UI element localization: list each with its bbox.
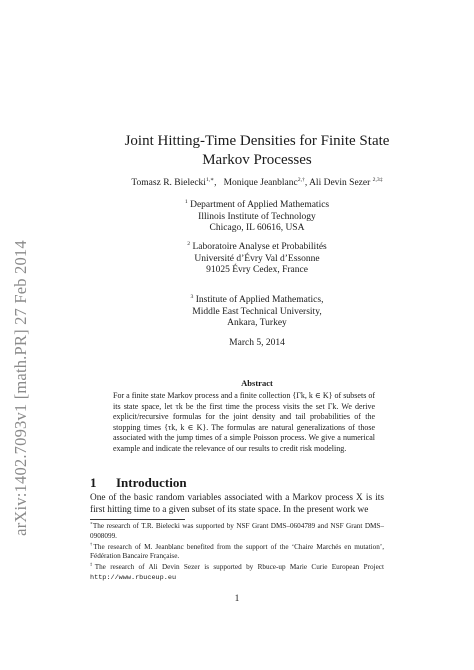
affiliation-line: Laboratoire Analyse et Probabilités [192, 242, 327, 252]
affiliation-3 [60, 295, 454, 330]
affiliation-line: 91025 Évry Cedex, France [206, 265, 308, 275]
footnote-mark: ∗ [90, 520, 93, 526]
abstract-heading: Abstract [241, 378, 273, 388]
footnotes [90, 522, 384, 585]
section-heading [90, 475, 187, 491]
footnote-mark: † [90, 541, 94, 547]
footnote-rule [90, 519, 185, 520]
affiliation-line: Université d’Évry Val d’Essonne [194, 253, 320, 264]
author-name: Tomasz R. Bielecki [131, 178, 206, 188]
affiliation-1 [60, 200, 454, 235]
affiliation-mark: 2 [187, 240, 191, 247]
title-line-1: Joint Hitting-Time Densities for Finite State [124, 133, 390, 149]
affiliation-line: Institute of Applied Mathematics, [195, 295, 324, 305]
paper-date: March 5, 2014 [229, 338, 285, 348]
affiliation-line: Department of Applied Mathematics [190, 200, 330, 210]
section-number: 1 [90, 475, 97, 490]
author-marks: 1,∗ [205, 176, 215, 183]
affiliation-line: Ankara, Turkey [227, 318, 287, 328]
affiliation-line: Chicago, IL 60616, USA [209, 223, 305, 233]
affiliation-mark: 3 [190, 293, 194, 300]
affiliation-line: Illinois Institute of Technology [198, 211, 316, 222]
page-number: 1 [234, 594, 240, 604]
author-marks: 2,3‡ [372, 176, 383, 183]
section-title: Introduction [116, 475, 187, 490]
abstract-text: For a finite state Markov process and a finite collection {Γk, k ∈ K} of subsets of its state space, let τk be the first time the process visits the set Γk. We derive explicit/recursive formulas for the joint density and tail probabilities of the stopping times {τk, k ∈ K}. The formulas are natural generalizations of those associated with the jump times of a simple Poisson process. We give a numerical example and indicate the relevance of our results to credit risk modeling. [113, 391, 375, 453]
footnote-text: The research of Ali Devin Sezer is supported by Rbuce-up Marie Curie European Project [94, 563, 384, 572]
footnote [90, 563, 384, 583]
affiliation-2 [60, 242, 454, 277]
intro-paragraph: One of the basic random variables associated with a Markov process X is its first hitting time to a given subset of its state space. In the present work we [90, 493, 384, 515]
author-list: Tomasz R. Bielecki$^{1,∗}$, Monique Jeanblanc$^{2,\dagger}$, Ali Devin Sezer $^{2,3\ddagger}$ [131, 176, 383, 188]
arxiv-stamp-text: arXiv:1402.7093v1 [math.PR] 27 Feb 2014 [11, 240, 30, 536]
author-name: Monique Jeanblanc [223, 178, 298, 188]
author-marks: 2,† [297, 176, 305, 183]
affiliation-line: Middle East Technical University, [192, 306, 322, 317]
footnote-url-link[interactable]: http://www.rbuceup.eu [90, 573, 177, 582]
footnote-text: The research of M. Jeanblanc benefited from the support of the ‘Chaire Marchés en mutation’, Fédération Bancaire Française. [90, 542, 384, 561]
footnote-text: The research of T.R. Bielecki was supported by NSF Grant DMS–0604789 and NSF Grant DMS–0908099. [90, 522, 384, 540]
paper-title [60, 132, 454, 170]
arxiv-stamp [3, 168, 39, 608]
affiliation-mark: 1 [184, 198, 188, 205]
footnote [90, 522, 384, 541]
footnote-mark: ‡ [90, 561, 95, 567]
title-line-2: Markov Processes [202, 152, 312, 168]
footnote [90, 543, 384, 562]
author-name: Ali Devin Sezer [309, 178, 371, 188]
